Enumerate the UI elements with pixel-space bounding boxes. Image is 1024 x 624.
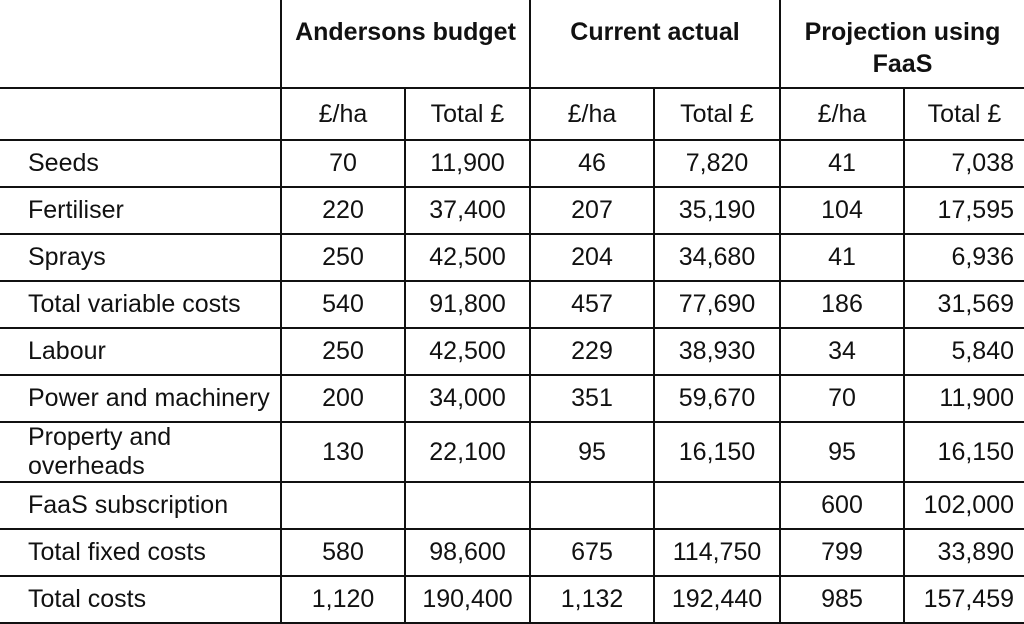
table-cell: 186 xyxy=(780,281,904,328)
table-cell: 540 xyxy=(281,281,405,328)
row-label: Property and overheads xyxy=(0,422,281,482)
table-row xyxy=(0,187,1024,234)
table-cell: 95 xyxy=(780,422,904,482)
group-header-current: Current actual xyxy=(530,0,780,88)
row-label: Total costs xyxy=(0,576,281,623)
table-cell: 457 xyxy=(530,281,654,328)
corner-cell xyxy=(0,0,281,88)
table-cell: 95 xyxy=(530,422,654,482)
row-label: FaaS subscription xyxy=(0,482,281,529)
table-cell: 102,000 xyxy=(904,482,1024,529)
group-header-row xyxy=(0,0,1024,88)
table-cell: 38,930 xyxy=(654,328,780,375)
unit-corner-cell xyxy=(0,88,281,140)
row-label: Total fixed costs xyxy=(0,529,281,576)
row-label: Fertiliser xyxy=(0,187,281,234)
table-cell: 70 xyxy=(281,140,405,187)
table-cell: 31,569 xyxy=(904,281,1024,328)
table-row xyxy=(0,529,1024,576)
row-label: Labour xyxy=(0,328,281,375)
row-label: Power and machinery xyxy=(0,375,281,422)
table-cell: 250 xyxy=(281,234,405,281)
table-cell: 114,750 xyxy=(654,529,780,576)
table-cell: 985 xyxy=(780,576,904,623)
table-cell: 41 xyxy=(780,234,904,281)
table-cell: 192,440 xyxy=(654,576,780,623)
table-cell: 351 xyxy=(530,375,654,422)
table-cell: 580 xyxy=(281,529,405,576)
group-header-projection: Projection using FaaS xyxy=(780,0,1024,88)
table-cell: 5,840 xyxy=(904,328,1024,375)
table-cell: 157,459 xyxy=(904,576,1024,623)
table-cell: 7,038 xyxy=(904,140,1024,187)
unit-header: £/ha xyxy=(530,88,654,140)
table-cell: 70 xyxy=(780,375,904,422)
table-cell: 220 xyxy=(281,187,405,234)
table-cell: 34,000 xyxy=(405,375,530,422)
table-cell: 37,400 xyxy=(405,187,530,234)
table-cell: 35,190 xyxy=(654,187,780,234)
unit-header: Total £ xyxy=(654,88,780,140)
table-cell: 41 xyxy=(780,140,904,187)
table-cell: 33,890 xyxy=(904,529,1024,576)
table-cell: 91,800 xyxy=(405,281,530,328)
table-cell: 77,690 xyxy=(654,281,780,328)
table-cell: 104 xyxy=(780,187,904,234)
table-cell: 34,680 xyxy=(654,234,780,281)
row-label: Seeds xyxy=(0,140,281,187)
table-row xyxy=(0,576,1024,623)
unit-header-row xyxy=(0,88,1024,140)
row-label: Total variable costs xyxy=(0,281,281,328)
table-body xyxy=(0,140,1024,623)
table-cell: 11,900 xyxy=(405,140,530,187)
table-cell xyxy=(654,482,780,529)
table-cell: 98,600 xyxy=(405,529,530,576)
table-cell: 229 xyxy=(530,328,654,375)
table-cell: 600 xyxy=(780,482,904,529)
table-row xyxy=(0,140,1024,187)
table-cell: 46 xyxy=(530,140,654,187)
unit-header: £/ha xyxy=(281,88,405,140)
table-cell: 190,400 xyxy=(405,576,530,623)
table-cell: 6,936 xyxy=(904,234,1024,281)
table-row xyxy=(0,422,1024,482)
table-cell: 250 xyxy=(281,328,405,375)
unit-header: Total £ xyxy=(904,88,1024,140)
table-cell: 59,670 xyxy=(654,375,780,422)
table-row xyxy=(0,375,1024,422)
table-cell: 1,132 xyxy=(530,576,654,623)
table-cell: 1,120 xyxy=(281,576,405,623)
table-cell: 799 xyxy=(780,529,904,576)
table-cell: 130 xyxy=(281,422,405,482)
row-label: Sprays xyxy=(0,234,281,281)
table-cell: 11,900 xyxy=(904,375,1024,422)
table-cell: 22,100 xyxy=(405,422,530,482)
unit-header: Total £ xyxy=(405,88,530,140)
table-row xyxy=(0,281,1024,328)
table-cell: 16,150 xyxy=(654,422,780,482)
table-cell: 42,500 xyxy=(405,328,530,375)
table-cell: 204 xyxy=(530,234,654,281)
table-cell: 16,150 xyxy=(904,422,1024,482)
table-row xyxy=(0,328,1024,375)
unit-header: £/ha xyxy=(780,88,904,140)
table-cell xyxy=(530,482,654,529)
table-cell: 207 xyxy=(530,187,654,234)
table-cell: 42,500 xyxy=(405,234,530,281)
table-cell: 34 xyxy=(780,328,904,375)
table-cell xyxy=(405,482,530,529)
table-row xyxy=(0,482,1024,529)
group-header-andersons: Andersons budget xyxy=(281,0,530,88)
table-row xyxy=(0,234,1024,281)
table-cell xyxy=(281,482,405,529)
table-cell: 200 xyxy=(281,375,405,422)
table-cell: 675 xyxy=(530,529,654,576)
table-cell: 7,820 xyxy=(654,140,780,187)
table-cell: 17,595 xyxy=(904,187,1024,234)
